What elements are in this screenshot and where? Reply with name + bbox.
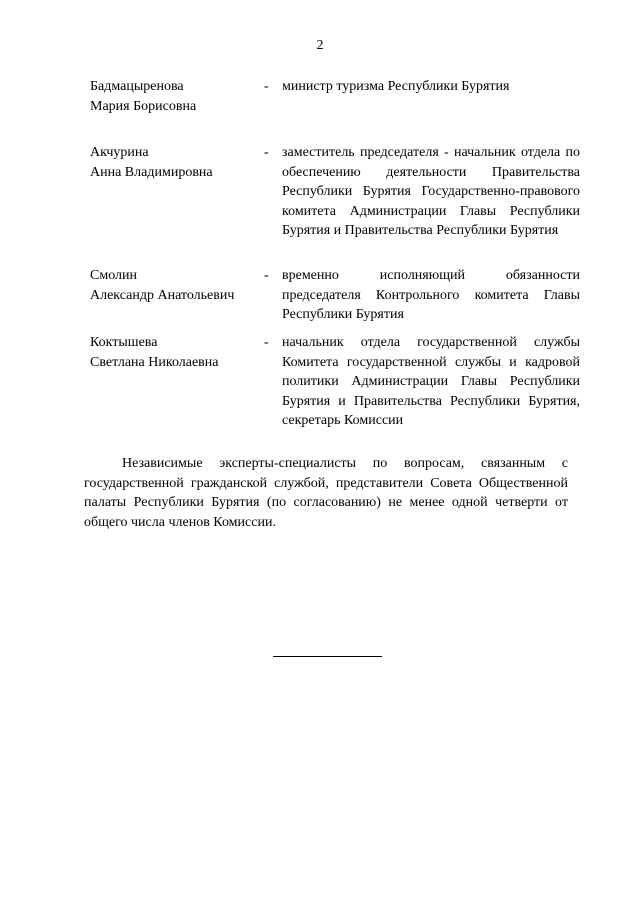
page-number: 2 xyxy=(316,38,324,53)
member-dash: - xyxy=(264,268,269,283)
member-role: начальник отдела государственной службы Комитета государственной службы и кадровой политики Администрации Главы Республики Бурятия и Правительства Республики Бурятия, секретарь Комиссии xyxy=(282,335,580,428)
member-given-names: Анна Владимировна xyxy=(90,164,213,180)
end-of-document-rule xyxy=(273,656,382,657)
member-surname: Акчурина xyxy=(90,145,149,160)
member-name xyxy=(90,143,260,182)
member-dash: - xyxy=(264,335,269,350)
member-given-names: Александр Анатольевич xyxy=(90,287,235,303)
member-surname: Бадмацыренова xyxy=(90,79,184,94)
member-given-names: Светлана Николаевна xyxy=(90,354,219,370)
member-role: временно исполняющий обязанности председателя Контрольного комитета Главы Республики Бурятия xyxy=(282,268,580,322)
member-name xyxy=(90,333,260,372)
member-surname: Коктышева xyxy=(90,335,158,350)
member-surname: Смолин xyxy=(90,268,137,283)
member-name xyxy=(90,266,260,305)
member-role: заместитель председателя - начальник отдела по обеспечению деятельности Правительства Республики Бурятия Государственно-правового комитета Администрации Главы Республики Бурятия и Правительства Республики Бурятия xyxy=(282,145,580,238)
closing-paragraph: Независимые эксперты-специалисты по вопросам, связанным с государственной гражданской службой, представители Совета Общественной палаты Республики Бурятия (по согласованию) не менее одной четверти от общего числа членов Комиссии. xyxy=(84,456,568,530)
member-role: министр туризма Республики Бурятия xyxy=(282,79,510,94)
member-name xyxy=(90,77,260,116)
member-given-names: Мария Борисовна xyxy=(90,98,197,114)
member-dash: - xyxy=(264,79,269,94)
member-dash: - xyxy=(264,145,269,160)
